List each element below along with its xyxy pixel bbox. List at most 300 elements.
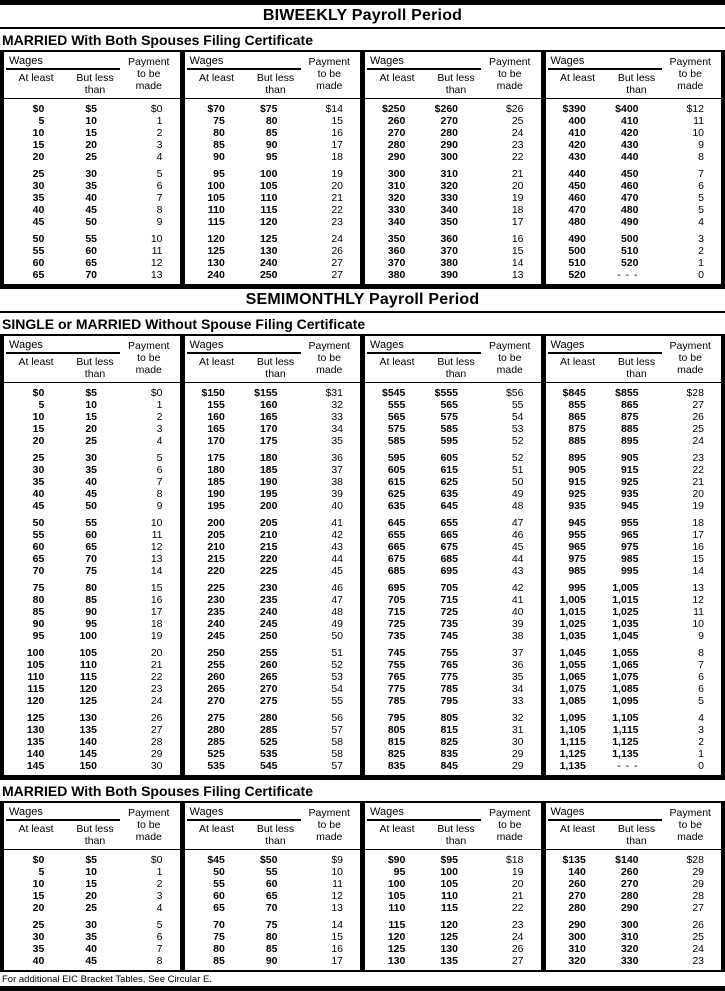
but-less-cell: 1,105 bbox=[612, 712, 639, 724]
table-row bbox=[365, 854, 541, 866]
but-less-cell: 935 bbox=[620, 488, 639, 500]
table-row bbox=[4, 216, 180, 228]
payment-cell: 50 bbox=[511, 476, 524, 488]
at-least-cell: 65 bbox=[32, 553, 45, 565]
table-row bbox=[365, 736, 541, 748]
wages-label: Wages bbox=[187, 339, 301, 354]
payment-cell: 40 bbox=[331, 500, 343, 512]
at-least-cell: 1,115 bbox=[560, 736, 586, 748]
wages-header bbox=[367, 806, 481, 847]
payment-header bbox=[481, 55, 539, 96]
row-cluster bbox=[365, 103, 541, 163]
at-least-cell: 895 bbox=[568, 452, 586, 464]
but-less-cell: - - - bbox=[617, 269, 639, 281]
at-least-cell: 220 bbox=[207, 565, 225, 577]
payment-cell: 55 bbox=[511, 399, 524, 411]
but-less-cell: $155 bbox=[254, 387, 278, 399]
at-least-cell: 60 bbox=[213, 890, 225, 902]
at-least-header: At least bbox=[18, 356, 54, 368]
table-row bbox=[546, 647, 722, 659]
payment-cell: 5 bbox=[156, 919, 163, 931]
at-least-cell: 615 bbox=[387, 476, 406, 488]
but-less-cell: 25 bbox=[85, 151, 97, 163]
at-least-cell: $845 bbox=[562, 387, 586, 399]
table-row bbox=[546, 192, 722, 204]
footer-note: For additional EIC Bracket Tables, See Circular E. bbox=[2, 974, 212, 985]
but-less-cell: 90 bbox=[85, 606, 97, 618]
at-least-cell: 925 bbox=[568, 488, 586, 500]
at-least-cell: 330 bbox=[387, 204, 406, 216]
payment-cell: 17 bbox=[331, 955, 343, 967]
table-row bbox=[365, 890, 541, 902]
table-row bbox=[546, 423, 722, 435]
table-row bbox=[185, 180, 361, 192]
table-row bbox=[546, 955, 722, 967]
payment-cell: 25 bbox=[692, 423, 704, 435]
table-row bbox=[546, 943, 722, 955]
but-less-cell: 1,085 bbox=[612, 683, 639, 695]
but-less-cell: $555 bbox=[434, 387, 458, 399]
payment-cell: 30 bbox=[511, 736, 524, 748]
payment-header bbox=[662, 55, 720, 96]
table-row bbox=[185, 630, 361, 642]
payment-cell: 22 bbox=[150, 671, 163, 683]
wage-group bbox=[185, 52, 361, 284]
but-less-cell: 260 bbox=[259, 659, 278, 671]
but-less-cell: 125 bbox=[79, 695, 97, 707]
table-row bbox=[4, 683, 180, 695]
payment-cell: 29 bbox=[511, 748, 524, 760]
but-less-cell: 40 bbox=[85, 943, 97, 955]
at-least-cell: 20 bbox=[32, 902, 45, 914]
payment-cell: 12 bbox=[150, 541, 163, 553]
table-row bbox=[365, 582, 541, 594]
payment-cell: 26 bbox=[331, 245, 343, 257]
payment-cell: 22 bbox=[331, 204, 343, 216]
table-row bbox=[4, 606, 180, 618]
payment-header-text: Payment to be made bbox=[308, 340, 350, 376]
but-less-cell: 175 bbox=[259, 435, 278, 447]
but-less-cell: 215 bbox=[259, 541, 278, 553]
payment-cell: 16 bbox=[150, 594, 163, 606]
but-less-cell: 735 bbox=[440, 618, 458, 630]
table-row bbox=[185, 269, 361, 281]
at-least-cell: 215 bbox=[207, 553, 225, 565]
but-less-cell: 35 bbox=[85, 931, 97, 943]
table-row bbox=[4, 127, 180, 139]
but-less-cell: 290 bbox=[440, 139, 458, 151]
payment-cell: 52 bbox=[511, 452, 524, 464]
row-cluster bbox=[185, 387, 361, 447]
but-less-cell: 665 bbox=[440, 529, 458, 541]
but-less-cell: 165 bbox=[259, 411, 278, 423]
at-least-cell: 115 bbox=[27, 683, 45, 695]
payment-cell: 6 bbox=[156, 464, 163, 476]
at-least-cell: 60 bbox=[32, 257, 45, 269]
but-less-cell: 45 bbox=[85, 488, 97, 500]
table-row bbox=[185, 529, 361, 541]
table-row bbox=[185, 683, 361, 695]
but-less-cell: 390 bbox=[440, 269, 458, 281]
semimonthly-married-label: MARRIED With Both Spouses Filing Certificate bbox=[2, 783, 313, 799]
payment-header-text: Payment to be made bbox=[308, 807, 350, 843]
but-less-cell: 715 bbox=[440, 594, 458, 606]
but-less-cell: 105 bbox=[79, 647, 97, 659]
but-less-header: But less than bbox=[256, 72, 295, 96]
payment-cell: 23 bbox=[511, 919, 524, 931]
table-row bbox=[546, 180, 722, 192]
at-least-cell: 270 bbox=[568, 890, 586, 902]
row-cluster bbox=[4, 452, 180, 512]
table-row bbox=[185, 659, 361, 671]
row-cluster bbox=[546, 103, 722, 163]
payment-header-text: Payment to be made bbox=[128, 56, 170, 92]
payment-cell: 35 bbox=[511, 671, 524, 683]
at-least-cell: 450 bbox=[568, 180, 586, 192]
but-less-cell: 180 bbox=[259, 452, 278, 464]
but-less-cell: 90 bbox=[265, 139, 278, 151]
payment-cell: 10 bbox=[150, 233, 163, 245]
table-row bbox=[365, 594, 541, 606]
payment-cell: 56 bbox=[331, 712, 343, 724]
payment-cell: 49 bbox=[331, 618, 343, 630]
table-row bbox=[185, 748, 361, 760]
but-less-cell: 605 bbox=[440, 452, 458, 464]
row-cluster bbox=[4, 854, 180, 914]
semimonthly-single-label: SINGLE or MARRIED Without Spouse Filing Certificate bbox=[2, 316, 366, 332]
payment-cell: 11 bbox=[151, 245, 163, 257]
row-cluster bbox=[4, 103, 180, 163]
table-row bbox=[365, 127, 541, 139]
but-less-cell: 265 bbox=[259, 671, 278, 683]
at-least-cell: 605 bbox=[387, 464, 406, 476]
but-less-header: But less than bbox=[76, 72, 114, 96]
at-least-cell: 70 bbox=[32, 565, 45, 577]
table-row bbox=[4, 594, 180, 606]
table-row bbox=[4, 943, 180, 955]
but-less-cell: 30 bbox=[85, 452, 97, 464]
table-row bbox=[185, 647, 361, 659]
table-row bbox=[546, 553, 722, 565]
payment-cell: 51 bbox=[331, 647, 343, 659]
but-less-cell: 15 bbox=[85, 878, 97, 890]
payment-cell: 15 bbox=[511, 245, 524, 257]
at-least-cell: 280 bbox=[207, 724, 225, 736]
group-body bbox=[546, 99, 722, 284]
group-body bbox=[546, 850, 722, 970]
but-less-cell: 10 bbox=[85, 115, 97, 127]
group-body bbox=[365, 850, 541, 970]
payment-cell: 3 bbox=[156, 890, 163, 902]
at-least-header: At least bbox=[559, 72, 596, 84]
table-row bbox=[546, 671, 722, 683]
payment-header-text: Payment to be made bbox=[128, 340, 170, 376]
table-row bbox=[185, 854, 361, 866]
but-less-header: But less than bbox=[76, 823, 114, 847]
table-row bbox=[546, 878, 722, 890]
payment-cell: 7 bbox=[698, 659, 704, 671]
but-less-header: But less than bbox=[437, 823, 475, 847]
subheader-row bbox=[367, 823, 481, 847]
table-row bbox=[546, 151, 722, 163]
at-least-cell: 35 bbox=[32, 192, 45, 204]
payment-cell: 58 bbox=[331, 736, 343, 748]
payment-cell: 45 bbox=[511, 541, 524, 553]
at-least-cell: 1,055 bbox=[559, 659, 586, 671]
group-header bbox=[365, 336, 541, 383]
table-row bbox=[185, 736, 361, 748]
table-row bbox=[546, 204, 722, 216]
but-less-cell: 685 bbox=[440, 553, 458, 565]
at-least-cell: 90 bbox=[32, 618, 45, 630]
at-least-cell: 320 bbox=[387, 192, 406, 204]
payment-cell: 22 bbox=[511, 902, 524, 914]
table-row bbox=[546, 618, 722, 630]
payment-cell: 41 bbox=[511, 594, 524, 606]
but-less-cell: 725 bbox=[440, 606, 458, 618]
row-cluster bbox=[546, 712, 722, 772]
but-less-cell: 420 bbox=[620, 127, 639, 139]
at-least-cell: 50 bbox=[213, 866, 225, 878]
table-row bbox=[546, 476, 722, 488]
table-row bbox=[365, 659, 541, 671]
at-least-cell: 965 bbox=[568, 541, 586, 553]
group-header bbox=[185, 803, 361, 850]
at-least-cell: 765 bbox=[387, 671, 406, 683]
but-less-cell: 815 bbox=[440, 724, 458, 736]
but-less-cell: 30 bbox=[85, 919, 97, 931]
payment-cell: 16 bbox=[331, 127, 343, 139]
table-row bbox=[546, 168, 722, 180]
subheader-row bbox=[367, 72, 481, 96]
table-row bbox=[4, 878, 180, 890]
table-row bbox=[185, 103, 361, 115]
at-least-cell: 230 bbox=[207, 594, 225, 606]
payment-cell: 21 bbox=[150, 659, 163, 671]
table-row bbox=[4, 115, 180, 127]
row-cluster bbox=[546, 387, 722, 447]
but-less-cell: 15 bbox=[85, 411, 97, 423]
payment-cell: 26 bbox=[692, 919, 704, 931]
table-row bbox=[546, 529, 722, 541]
subheader-row bbox=[6, 72, 120, 96]
payment-header bbox=[481, 339, 539, 380]
but-less-cell: 645 bbox=[440, 500, 458, 512]
table-row bbox=[365, 630, 541, 642]
at-least-cell: 95 bbox=[213, 168, 225, 180]
at-least-cell: 55 bbox=[32, 529, 45, 541]
at-least-cell: 80 bbox=[32, 594, 45, 606]
but-less-cell: 185 bbox=[259, 464, 278, 476]
table-row bbox=[185, 712, 361, 724]
wages-header bbox=[367, 55, 481, 96]
but-less-cell: 1,125 bbox=[612, 736, 639, 748]
at-least-cell: 155 bbox=[207, 399, 225, 411]
at-least-cell: $70 bbox=[207, 103, 225, 115]
payment-cell: 29 bbox=[692, 866, 704, 878]
table-row bbox=[4, 192, 180, 204]
table-row bbox=[546, 594, 722, 606]
table-row bbox=[4, 553, 180, 565]
at-least-cell: 400 bbox=[568, 115, 586, 127]
payment-cell: 34 bbox=[511, 683, 524, 695]
but-less-header: But less than bbox=[437, 356, 475, 380]
table-row bbox=[365, 180, 541, 192]
table-row bbox=[546, 257, 722, 269]
table-row bbox=[185, 553, 361, 565]
but-less-cell: $50 bbox=[259, 854, 278, 866]
but-less-cell: 500 bbox=[620, 233, 639, 245]
but-less-cell: 565 bbox=[440, 399, 458, 411]
row-cluster bbox=[4, 919, 180, 967]
but-less-cell: 585 bbox=[440, 423, 458, 435]
at-least-cell: 225 bbox=[207, 582, 225, 594]
payment-cell: 37 bbox=[331, 464, 343, 476]
table-row bbox=[185, 127, 361, 139]
table-row bbox=[4, 890, 180, 902]
but-less-cell: 190 bbox=[259, 476, 278, 488]
payment-cell: 21 bbox=[692, 476, 704, 488]
table-row bbox=[4, 659, 180, 671]
at-least-cell: 350 bbox=[387, 233, 406, 245]
table-row bbox=[185, 435, 361, 447]
payment-cell: 23 bbox=[511, 139, 524, 151]
at-least-cell: $90 bbox=[387, 854, 406, 866]
payment-cell: 1 bbox=[698, 257, 704, 269]
payment-cell: 54 bbox=[331, 683, 343, 695]
table-row bbox=[185, 464, 361, 476]
at-least-cell: 205 bbox=[207, 529, 225, 541]
table-row bbox=[365, 103, 541, 115]
at-least-cell: 1,095 bbox=[559, 712, 586, 724]
row-cluster bbox=[185, 517, 361, 577]
payment-cell: 15 bbox=[331, 115, 343, 127]
at-least-cell: 835 bbox=[387, 760, 406, 772]
but-less-cell: 30 bbox=[85, 168, 97, 180]
but-less-cell: 270 bbox=[259, 683, 278, 695]
payment-cell: 17 bbox=[150, 606, 163, 618]
at-least-cell: 1,135 bbox=[559, 760, 586, 772]
at-least-cell: 180 bbox=[207, 464, 225, 476]
table-row bbox=[185, 724, 361, 736]
payment-cell: 25 bbox=[692, 931, 704, 943]
payment-cell: 21 bbox=[511, 890, 524, 902]
but-less-cell: 240 bbox=[259, 606, 278, 618]
wage-group bbox=[546, 336, 722, 775]
table-row bbox=[4, 180, 180, 192]
at-least-cell: 110 bbox=[388, 902, 406, 914]
table-row bbox=[4, 452, 180, 464]
at-least-cell: $250 bbox=[382, 103, 406, 115]
table-row bbox=[185, 151, 361, 163]
payment-cell: 53 bbox=[511, 423, 524, 435]
payment-cell: 10 bbox=[150, 517, 163, 529]
but-less-cell: 25 bbox=[85, 902, 97, 914]
payment-cell: 12 bbox=[150, 257, 163, 269]
but-less-cell: 80 bbox=[265, 115, 278, 127]
at-least-header: At least bbox=[379, 823, 415, 835]
at-least-header: At least bbox=[379, 72, 415, 84]
at-least-cell: 565 bbox=[387, 411, 406, 423]
row-cluster bbox=[546, 233, 722, 281]
at-least-cell: 655 bbox=[387, 529, 406, 541]
at-least-cell: 245 bbox=[207, 630, 225, 642]
at-least-cell: 310 bbox=[387, 180, 406, 192]
at-least-cell: 100 bbox=[207, 180, 225, 192]
payment-cell: $0 bbox=[150, 387, 163, 399]
group-header bbox=[185, 52, 361, 99]
payment-cell: 19 bbox=[331, 168, 343, 180]
table-row bbox=[365, 565, 541, 577]
but-less-cell: 695 bbox=[440, 565, 458, 577]
at-least-cell: 635 bbox=[387, 500, 406, 512]
row-cluster bbox=[365, 919, 541, 967]
payment-cell: 38 bbox=[331, 476, 343, 488]
payment-cell: 49 bbox=[511, 488, 524, 500]
at-least-cell: 260 bbox=[207, 671, 225, 683]
payment-cell: 28 bbox=[692, 890, 704, 902]
table-row bbox=[4, 435, 180, 447]
at-least-cell: 275 bbox=[207, 712, 225, 724]
payment-header bbox=[120, 55, 178, 96]
at-least-cell: 85 bbox=[32, 606, 45, 618]
group-body bbox=[546, 383, 722, 775]
table-row bbox=[4, 151, 180, 163]
subheader-row bbox=[548, 356, 662, 380]
payment-cell: $0 bbox=[150, 854, 163, 866]
at-least-cell: 65 bbox=[32, 269, 45, 281]
at-least-cell: 885 bbox=[568, 435, 586, 447]
payment-header-text: Payment to be made bbox=[489, 56, 531, 92]
payment-cell: $14 bbox=[325, 103, 343, 115]
payment-cell: $56 bbox=[505, 387, 524, 399]
but-less-cell: 450 bbox=[620, 168, 639, 180]
at-least-cell: 290 bbox=[568, 919, 586, 931]
but-less-cell: 1,055 bbox=[612, 647, 639, 659]
payment-cell: 1 bbox=[156, 866, 163, 878]
payment-header bbox=[301, 339, 359, 380]
payment-cell: 55 bbox=[331, 695, 343, 707]
but-less-cell: 805 bbox=[440, 712, 458, 724]
but-less-cell: 95 bbox=[85, 618, 97, 630]
at-least-cell: 170 bbox=[207, 435, 225, 447]
group-body bbox=[365, 99, 541, 284]
at-least-cell: $545 bbox=[382, 387, 406, 399]
table-row bbox=[365, 464, 541, 476]
table-row bbox=[365, 683, 541, 695]
table-row bbox=[546, 919, 722, 931]
at-least-cell: 25 bbox=[32, 452, 45, 464]
at-least-cell: 755 bbox=[387, 659, 406, 671]
at-least-cell: 110 bbox=[27, 671, 45, 683]
row-cluster bbox=[546, 168, 722, 228]
at-least-cell: 585 bbox=[387, 435, 406, 447]
but-less-cell: 370 bbox=[440, 245, 458, 257]
table-row bbox=[365, 748, 541, 760]
payment-cell: 9 bbox=[698, 139, 704, 151]
but-less-cell: 110 bbox=[441, 890, 458, 902]
but-less-cell: $5 bbox=[85, 854, 97, 866]
at-least-cell: 555 bbox=[387, 399, 406, 411]
at-least-cell: 795 bbox=[387, 712, 406, 724]
payment-cell: 25 bbox=[511, 115, 524, 127]
payment-header-text: Payment to be made bbox=[489, 340, 531, 376]
but-less-cell: 655 bbox=[440, 517, 458, 529]
group-header bbox=[185, 336, 361, 383]
at-least-cell: 815 bbox=[387, 736, 406, 748]
payment-cell: 8 bbox=[698, 647, 704, 659]
payment-cell: 18 bbox=[150, 618, 163, 630]
